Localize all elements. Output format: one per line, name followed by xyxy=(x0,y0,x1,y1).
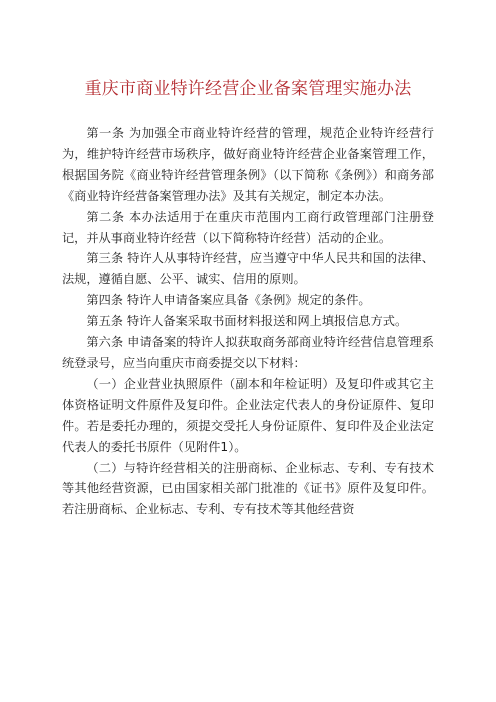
article-5-paragraph: 第五条 特许人备案采取书面材料报送和网上填报信息方式。 xyxy=(86,314,408,329)
article-6-item-1-paragraph: （一）企业营业执照原件（副本和年检证明）及复印件或其它主体资格证明文件原件及复印件。企业法定代表人的身份证原件、复印件。若是委托办理的，须提交受托人身份证原件、复印件及企业法定代表人的委托书原件（见附件1）。 xyxy=(62,376,434,454)
article-1-paragraph: 第一条 为加强全市商业特许经营的管理，规范企业特许经营行为，维护特许经营市场秩序，做好商业特许经营企业备案管理工作，根据国务院《商业特许经营管理条例》（以下简称《条例》）和商务部《商业特许经营备案管理办法》及其有关规定，制定本办法。 xyxy=(62,126,434,203)
document-body xyxy=(62,123,434,520)
article-6-paragraph: 第六条 申请备案的特许人拟获取商务部商业特许经营信息管理系统登录号，应当向重庆市商委提交以下材料： xyxy=(62,335,434,370)
article-2-paragraph: 第二条 本办法适用于在重庆市范围内工商行政管理部门注册登记，并从事商业特许经营（以下简称特许经营）活动的企业。 xyxy=(62,209,434,245)
article-4-paragraph: 第四条 特许人申请备案应具备《条例》规定的条件。 xyxy=(86,293,371,308)
document-title: 重庆市商业特许经营企业备案管理实施办法 xyxy=(84,79,412,99)
article-3-paragraph: 第三条 特许人从事特许经营，应当遵守中华人民共和国的法律、法规，遵循自愿、公平、诚实、信用的原则。 xyxy=(62,251,434,287)
article-6-item-2-paragraph: （二）与特许经营相关的注册商标、企业标志、专利、专有技术等其他经营资源，已由国家相关部门批准的《证书》原件及复印件。若注册商标、企业标志、专利、专有技术等其他经营资 xyxy=(62,460,434,517)
